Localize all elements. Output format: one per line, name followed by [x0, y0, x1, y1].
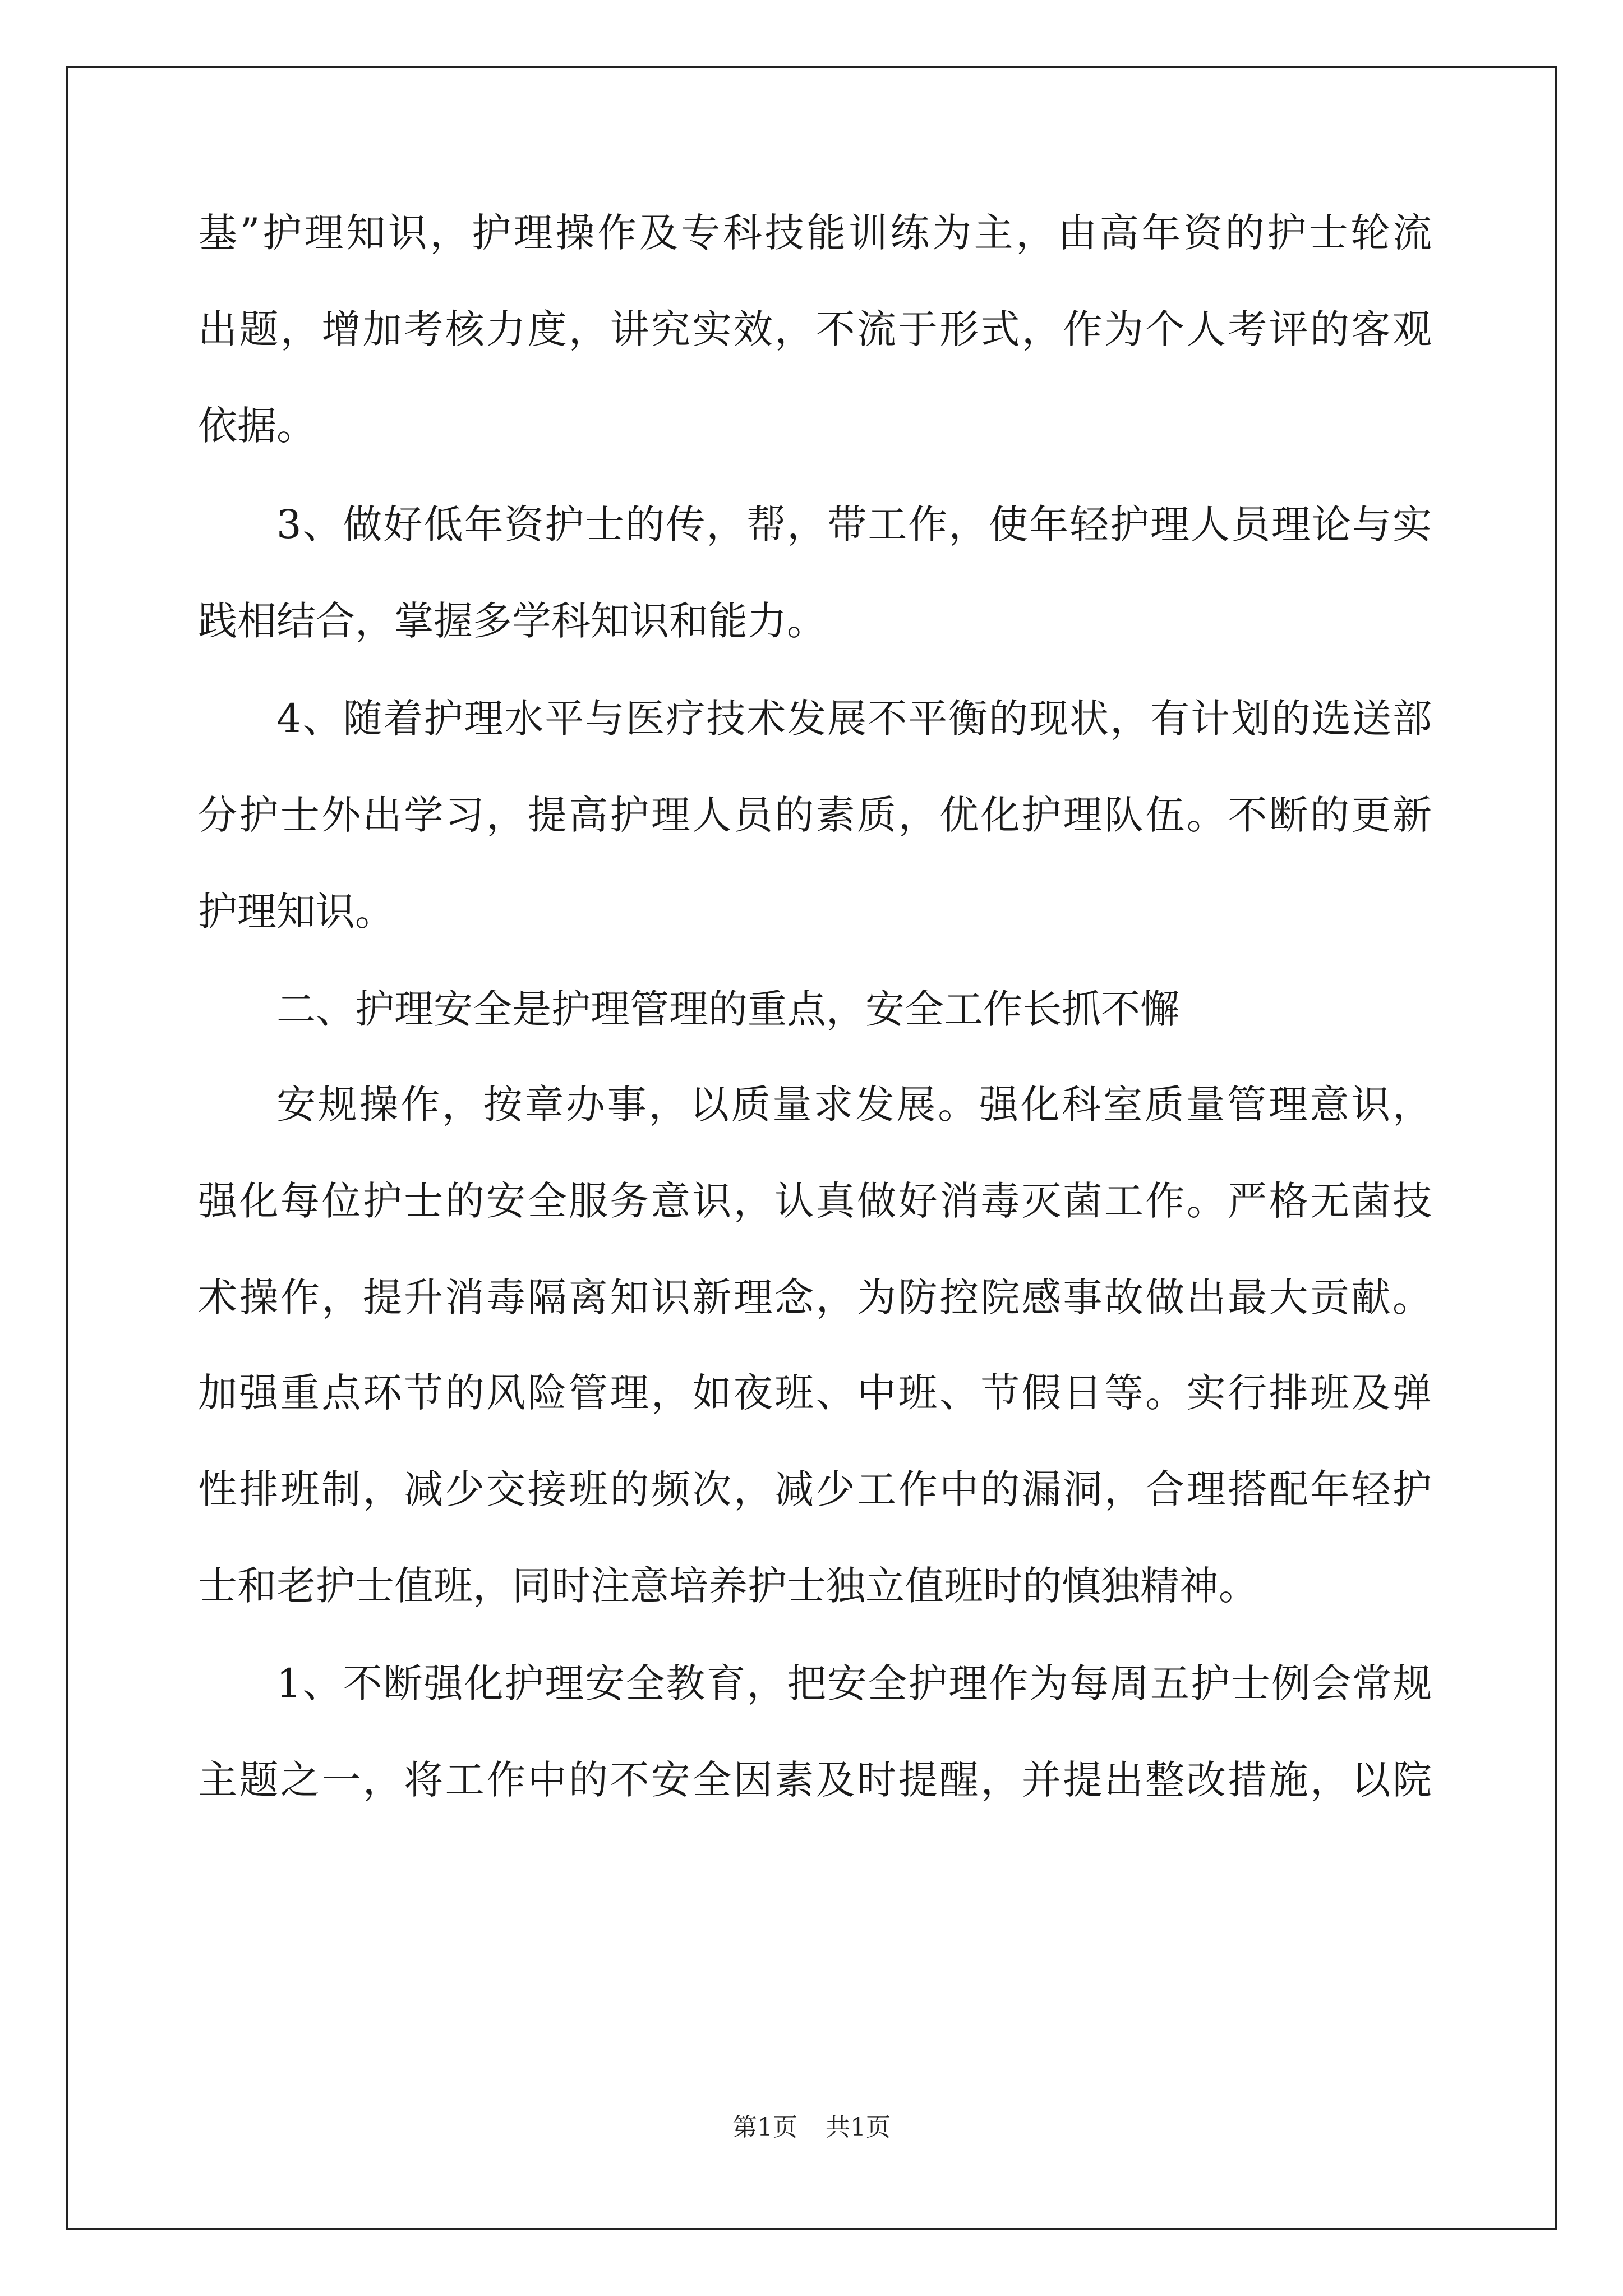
text-line: 护理知识。 [198, 889, 394, 935]
page-number: 第1页 [732, 2113, 797, 2142]
text-line: 加强重点环节的风险管理，如夜班、中班、节假日等。实行排班及弹 [198, 1370, 1432, 1416]
text-line: 基”护理知识，护理操作及专科技能训练为主，由高年资的护士轮流 [198, 210, 1432, 256]
text-line: 4、随着护理水平与医疗技术发展不平衡的现状，有计划的选送部 [276, 696, 1432, 742]
text-line: 3、做好低年资护士的传，帮，带工作，使年轻护理人员理论与实 [276, 501, 1432, 547]
page-total: 共1页 [826, 2113, 891, 2142]
section-heading: 二、护理安全是护理管理的重点，安全工作长抓不懈 [276, 986, 1179, 1032]
text-line: 1、不断强化护理安全教育，把安全护理作为每周五护士例会常规 [276, 1660, 1432, 1706]
text-line: 士和老护士值班，同时注意培养护士独立值班时的慎独精神。 [198, 1563, 1258, 1609]
text-line: 安规操作，按章办事，以质量求发展。强化科室质量管理意识， [276, 1082, 1432, 1128]
text-line: 分护士外出学习，提高护理人员的素质，优化护理队伍。不断的更新 [198, 792, 1432, 838]
text-line: 强化每位护士的安全服务意识，认真做好消毒灭菌工作。严格无菌技 [198, 1178, 1432, 1224]
text-line: 践相结合，掌握多学科知识和能力。 [198, 598, 826, 644]
page-border [66, 66, 1557, 2230]
text-line: 出题，增加考核力度，讲究实效，不流于形式，作为个人考评的客观 [198, 306, 1432, 352]
text-line: 术操作，提升消毒隔离知识新理念，为防控院感事故做出最大贡献。 [198, 1274, 1432, 1320]
text-line: 性排班制，减少交接班的频次，减少工作中的漏洞，合理搭配年轻护 [198, 1466, 1432, 1512]
text-line: 依据。 [198, 403, 316, 449]
page-footer [0, 2114, 1623, 2142]
text-line: 主题之一，将工作中的不安全因素及时提醒，并提出整改措施，以院 [198, 1757, 1432, 1803]
